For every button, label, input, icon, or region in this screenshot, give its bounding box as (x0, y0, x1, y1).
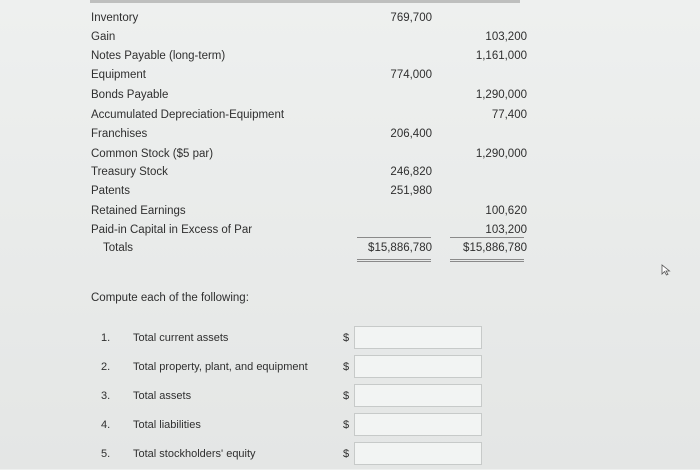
totals-label: Totals (103, 242, 134, 254)
currency-symbol: $ (343, 361, 350, 373)
mouse-pointer-icon (661, 264, 671, 276)
credit-amount: 100,620 (485, 205, 527, 217)
question-label: Total current assets (133, 332, 229, 344)
ledger-row-common-stock (0, 148, 700, 168)
debit-amount: 251,980 (390, 185, 432, 197)
account-name: Treasury Stock (91, 166, 168, 178)
credit-subtotal-rule (450, 237, 524, 238)
instructions-text: Compute each of the following: (91, 292, 249, 304)
account-name: Equipment (91, 69, 146, 81)
ledger-totals-row (0, 242, 700, 262)
top-rule (90, 0, 520, 3)
question-label: Total assets (133, 390, 192, 402)
answer-input[interactable] (354, 355, 482, 378)
credit-total-double-rule (450, 259, 524, 260)
account-name: Bonds Payable (91, 89, 169, 101)
ledger-row-accumulated-depreciation (0, 109, 700, 129)
answer-input[interactable] (354, 413, 482, 436)
ledger-row-bonds-payable (0, 89, 700, 109)
credit-amount: 1,290,000 (475, 89, 527, 101)
question-number: 5. (101, 448, 111, 460)
credit-total: $15,886,780 (463, 242, 527, 254)
question-row-current-assets (0, 326, 700, 354)
question-number: 2. (101, 361, 111, 373)
question-row-property-plant-equipment (0, 355, 700, 383)
credit-total-double-rule-2 (450, 261, 524, 262)
ledger-row-inventory (0, 12, 700, 32)
currency-symbol: $ (343, 448, 350, 460)
ledger-row-treasury-stock (0, 166, 700, 186)
answer-input[interactable] (354, 384, 482, 407)
debit-amount: 206,400 (390, 128, 432, 140)
question-label: Total liabilities (133, 419, 201, 431)
account-name: Gain (91, 31, 116, 43)
ledger-row-retained-earnings (0, 205, 700, 225)
account-name: Retained Earnings (91, 205, 186, 217)
currency-symbol: $ (343, 390, 350, 402)
account-name: Common Stock ($5 par) (91, 148, 214, 160)
currency-symbol: $ (343, 332, 350, 344)
account-name: Inventory (91, 12, 139, 24)
question-row-stockholders-equity (0, 442, 700, 470)
debit-total-double-rule (357, 259, 431, 260)
answer-input[interactable] (354, 326, 482, 349)
question-row-total-assets (0, 384, 700, 412)
answer-input[interactable] (354, 442, 482, 465)
question-number: 1. (101, 332, 111, 344)
debit-amount: 774,000 (390, 69, 432, 81)
debit-subtotal-rule (357, 237, 431, 238)
ledger-row-gain (0, 31, 700, 51)
question-row-total-liabilities (0, 413, 700, 441)
debit-total-double-rule-2 (357, 261, 431, 262)
ledger-row-notes-payable (0, 50, 700, 70)
debit-total: $15,886,780 (368, 242, 432, 254)
ledger-row-equipment (0, 69, 700, 89)
debit-amount: 246,820 (390, 166, 432, 178)
account-name: Franchises (91, 128, 148, 140)
credit-amount: 103,200 (485, 224, 527, 236)
ledger-row-paid-in-capital (0, 224, 700, 244)
account-name: Paid-in Capital in Excess of Par (91, 224, 253, 236)
question-number: 4. (101, 419, 111, 431)
currency-symbol: $ (343, 419, 350, 431)
account-name: Patents (91, 185, 130, 197)
question-number: 3. (101, 390, 111, 402)
account-name: Notes Payable (long-term) (91, 50, 226, 62)
debit-amount: 769,700 (390, 12, 432, 24)
question-label: Total property, plant, and equipment (133, 361, 308, 373)
credit-amount: 103,200 (485, 31, 527, 43)
question-label: Total stockholders' equity (133, 448, 256, 460)
account-name: Accumulated Depreciation-Equipment (91, 109, 285, 121)
ledger-row-patents (0, 185, 700, 205)
credit-amount: 77,400 (491, 109, 527, 121)
ledger-row-franchises (0, 128, 700, 148)
credit-amount: 1,290,000 (475, 148, 527, 160)
credit-amount: 1,161,000 (475, 50, 527, 62)
